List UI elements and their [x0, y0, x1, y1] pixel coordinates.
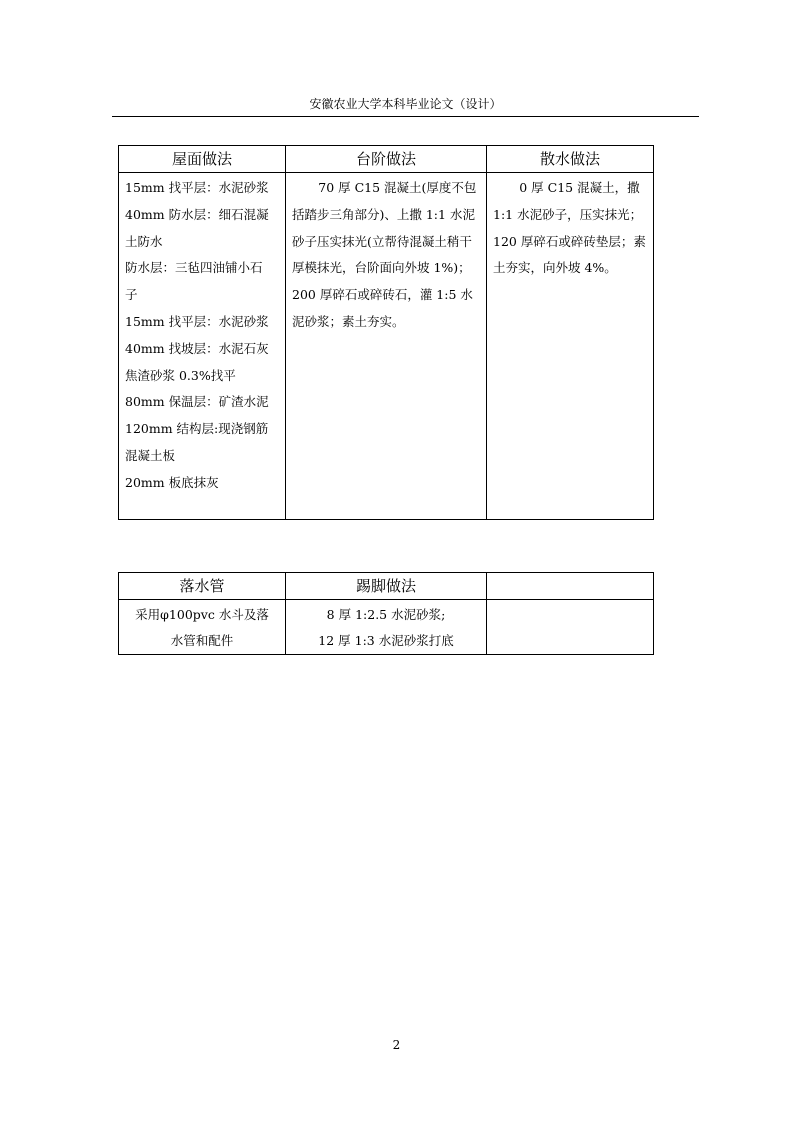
downpipe-lines — [119, 600, 285, 654]
roof-line: 120mm 结构层:现浇钢筋 — [125, 421, 269, 437]
roof-line: 防水层：三毡四油铺小石 — [125, 260, 263, 276]
column-header-roof: 屋面做法 — [119, 146, 286, 173]
skirting-line: 12 厚 1:3 水泥砂浆打底 — [318, 633, 454, 648]
steps-method-text: 70 厚 C15 混凝土(厚度不包括踏步三角部分)、上撒 1:1 水泥砂子压实抹光(立帮待混凝土稍干厚模抹光，台阶面向外坡 1%)；200 厚碎石或碎砖石，灌 1:5 水泥砂浆；素土夯实。 — [292, 180, 477, 329]
page-header-title: 安徽农业大学本科毕业论文（设计） — [309, 97, 502, 111]
table-header-row — [119, 573, 654, 600]
roof-line: 焦渣砂浆 0.3%找平 — [125, 367, 236, 383]
construction-methods-table — [118, 145, 654, 520]
downpipe-skirting-table — [118, 572, 654, 655]
downpipe-cell — [119, 600, 286, 655]
steps-method-cell — [286, 173, 487, 520]
downpipe-line: 水管和配件 — [170, 633, 234, 648]
roof-line: 80mm 保温层：矿渣水泥 — [125, 394, 269, 410]
roof-line: 混凝土板 — [125, 447, 176, 463]
apron-method-text: 0 厚 C15 混凝土，撒 1:1 水泥砂子，压实抹光；120 厚碎石或碎砖垫层；素土夯实，向外坡 4%。 — [493, 180, 646, 276]
roof-line: 40mm 防水层：细石混凝 — [125, 206, 269, 222]
column-header-steps: 台阶做法 — [286, 146, 487, 173]
column-header-downpipe: 落水管 — [119, 573, 286, 600]
roof-line: 15mm 找平层：水泥砂浆 — [125, 180, 269, 195]
empty-cell — [487, 600, 654, 655]
roof-line: 40mm 找坡层：水泥石灰 — [125, 340, 269, 356]
roof-line: 20mm 板底抹灰 — [125, 474, 219, 490]
roof-line: 子 — [125, 287, 138, 303]
table-header-row — [119, 146, 654, 173]
header-rule — [112, 116, 699, 117]
roof-method-cell — [119, 173, 286, 520]
column-header-empty — [487, 573, 654, 600]
table-row — [119, 600, 654, 655]
roof-line: 15mm 找平层：水泥砂浆 — [125, 313, 269, 329]
skirting-cell — [286, 600, 487, 655]
table-row — [119, 173, 654, 520]
apron-method-cell — [487, 173, 654, 520]
roof-lines — [119, 173, 285, 497]
skirting-line: 8 厚 1:2.5 水泥砂浆; — [326, 607, 446, 622]
downpipe-line: 采用φ100pvc 水斗及落 — [135, 607, 269, 622]
page-number: 2 — [392, 1038, 401, 1052]
roof-line: 土防水 — [125, 233, 163, 249]
skirting-lines — [286, 600, 486, 654]
column-header-apron: 散水做法 — [487, 146, 654, 173]
column-header-skirting: 踢脚做法 — [286, 573, 487, 600]
